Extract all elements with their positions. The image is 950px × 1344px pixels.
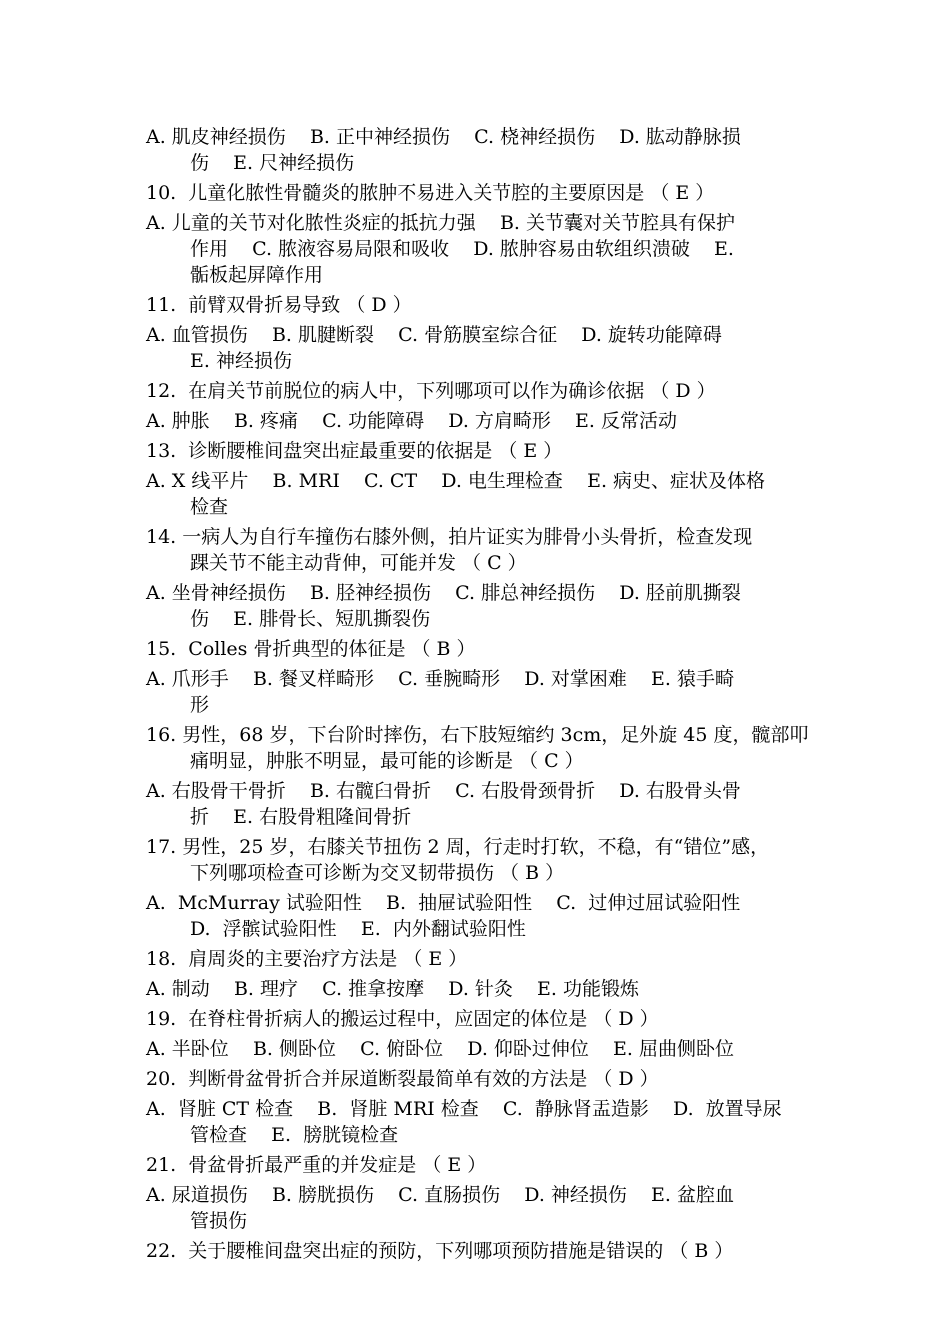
question-text-line: 17. 男性，25 岁，右膝关节扭伤 2 周，行走时打软，不稳，有“错位”感， — [146, 836, 770, 858]
question-text-continuation: 下列哪项检查可诊断为交叉韧带损伤 （ B ） — [190, 862, 565, 884]
question-text-continuation: 伤 E. 尺神经损伤 — [190, 152, 355, 174]
question-text-line: A. 肌皮神经损伤 B. 正中神经损伤 C. 桡神经损伤 D. 肱动静脉损 — [146, 126, 741, 148]
question-text-line: 11. 前臂双骨折易导致 （ D ） — [146, 294, 412, 316]
question-text-line: 14. 一病人为自行车撞伤右膝外侧，拍片证实为腓骨小头骨折，检查发现 — [146, 526, 753, 548]
question-text-line: A. McMurray 试验阳性 B. 抽屉试验阳性 C. 过伸过屈试验阳性 — [146, 892, 741, 914]
question-text-line: A. 尿道损伤 B. 膀胱损伤 C. 直肠损伤 D. 神经损伤 E. 盆腔血 — [146, 1184, 734, 1206]
question-text-continuation: D. 浮髌试验阳性 E. 内外翻试验阳性 — [190, 918, 526, 940]
question-text-continuation: 伤 E. 腓骨长、短肌撕裂伤 — [190, 608, 431, 630]
question-text-line: 10. 儿童化脓性骨髓炎的脓肿不易进入关节腔的主要原因是 （ E ） — [146, 182, 715, 204]
question-text-continuation: 踝关节不能主动背伸，可能并发 （ C ） — [190, 552, 527, 574]
question-text-line: A. 坐骨神经损伤 B. 胫神经损伤 C. 腓总神经损伤 D. 胫前肌撕裂 — [146, 582, 741, 604]
document-page — [146, 124, 836, 1264]
question-text-line: 21. 骨盆骨折最严重的并发症是 （ E ） — [146, 1154, 487, 1176]
question-text-continuation: 形 — [190, 694, 210, 716]
question-text-line: 15. Colles 骨折典型的体征是 （ B ） — [146, 638, 476, 660]
question-text-line: 20. 判断骨盆骨折合并尿道断裂最简单有效的方法是 （ D ） — [146, 1068, 659, 1090]
question-text-line: A. 爪形手 B. 餐叉样畸形 C. 垂腕畸形 D. 对掌困难 E. 猿手畸 — [146, 668, 734, 690]
question-text-line: A. X 线平片 B. MRI C. CT D. 电生理检查 E. 病史、症状及体格 — [146, 470, 766, 492]
question-text-continuation: 痛明显，肿胀不明显，最可能的诊断是 （ C ） — [190, 750, 584, 772]
question-text-continuation: 管损伤 — [190, 1210, 248, 1232]
question-text-line: 13. 诊断腰椎间盘突出症最重要的依据是 （ E ） — [146, 440, 563, 462]
question-text-line: A. 肾脏 CT 检查 B. 肾脏 MRI 检查 C. 静脉肾盂造影 D. 放置导尿 — [146, 1098, 782, 1120]
question-text-continuation: 作用 C. 脓液容易局限和吸收 D. 脓肿容易由软组织溃破 E. — [190, 238, 734, 260]
question-text-line: A. 右股骨干骨折 B. 右髋臼骨折 C. 右股骨颈骨折 D. 右股骨头骨 — [146, 780, 741, 802]
question-text-line: 19. 在脊柱骨折病人的搬运过程中，应固定的体位是 （ D ） — [146, 1008, 659, 1030]
question-text-line: A. 肿胀 B. 疼痛 C. 功能障碍 D. 方肩畸形 E. 反常活动 — [146, 410, 677, 432]
question-text-continuation: 骺板起屏障作用 — [190, 264, 324, 286]
question-text-continuation: 折 E. 右股骨粗隆间骨折 — [190, 806, 412, 828]
question-text-line: 16. 男性，68 岁，下台阶时摔伤，右下肢短缩约 3cm，足外旋 45 度，髋部叩 — [146, 724, 809, 746]
question-text-line: A. 半卧位 B. 侧卧位 C. 俯卧位 D. 仰卧过伸位 E. 屈曲侧卧位 — [146, 1038, 734, 1060]
question-text-line: A. 儿童的关节对化脓性炎症的抵抗力强 B. 关节囊对关节腔具有保护 — [146, 212, 736, 234]
question-text-line: A. 制动 B. 理疗 C. 推拿按摩 D. 针灸 E. 功能锻炼 — [146, 978, 639, 1000]
question-text-line: A. 血管损伤 B. 肌腱断裂 C. 骨筋膜室综合征 D. 旋转功能障碍 — [146, 324, 722, 346]
question-text-line: 18. 肩周炎的主要治疗方法是 （ E ） — [146, 948, 468, 970]
question-text-continuation: 管检查 E. 膀胱镜检查 — [190, 1124, 399, 1146]
question-text-continuation: E. 神经损伤 — [190, 350, 292, 372]
question-text-continuation: 检查 — [190, 496, 229, 518]
question-text-line: 22. 关于腰椎间盘突出症的预防，下列哪项预防措施是错误的 （ B ） — [146, 1240, 734, 1262]
question-text-line: 12. 在肩关节前脱位的病人中，下列哪项可以作为确诊依据 （ D ） — [146, 380, 716, 402]
